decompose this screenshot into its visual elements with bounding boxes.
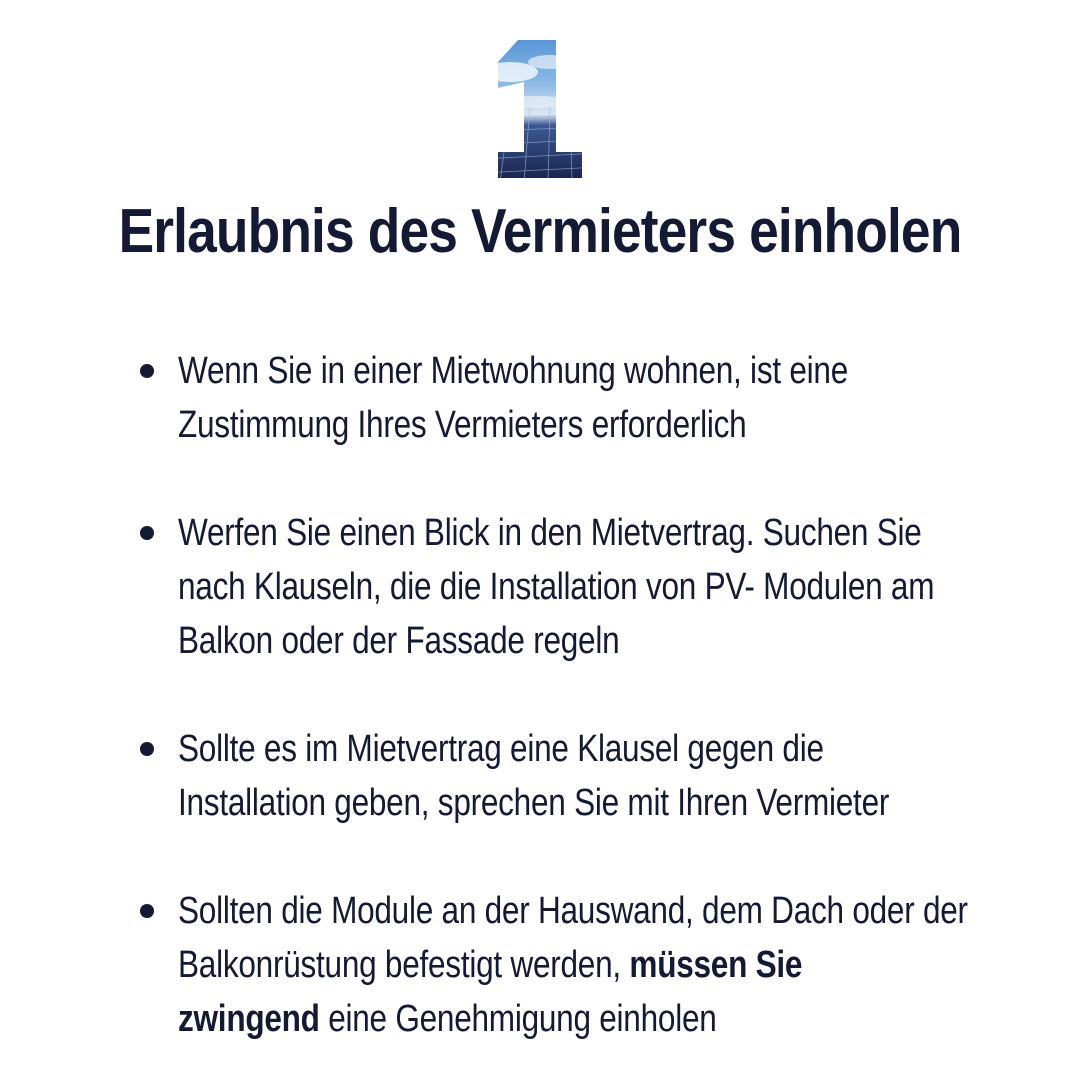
bullet-text <box>178 722 991 830</box>
bullet-line: Sollte es im Mietvertrag eine Klausel gegen die <box>178 728 824 770</box>
bullet-line: Balkon oder der Fassade regeln <box>178 620 620 662</box>
bullet-line: Installation geben, sprechen Sie mit Ihren Vermieter <box>178 782 890 824</box>
bullet-icon <box>140 904 154 918</box>
bullet-icon <box>140 364 154 378</box>
page-title: Erlaubnis des Vermieters einholen <box>118 197 962 266</box>
step-number-solar-icon <box>480 32 600 182</box>
bullet-emphasis: müssen Sie <box>629 944 803 986</box>
bullet-line: nach Klauseln, die die Installation von PV- Modulen am <box>178 566 935 608</box>
bullet-line: Wenn Sie in einer Mietwohnung wohnen, ist eine <box>178 350 849 392</box>
bullet-line: eine Genehmigung einholen <box>319 998 717 1040</box>
bullet-text <box>178 506 991 668</box>
bullet-emphasis: zwingend <box>178 998 320 1040</box>
bullet-text <box>178 344 991 452</box>
bullet-icon <box>140 526 154 540</box>
bullet-line: Zustimmung Ihres Vermieters erforderlich <box>178 404 747 446</box>
bullet-line: Werfen Sie einen Blick in den Mietvertrag. Suchen Sie <box>178 512 922 554</box>
bullet-line: Sollten die Module an der Hauswand, dem Dach oder der <box>178 890 968 932</box>
bullet-icon <box>140 742 154 756</box>
bullet-line: Balkonrüstung befestigt werden, <box>178 944 630 986</box>
bullet-text <box>178 884 991 1046</box>
